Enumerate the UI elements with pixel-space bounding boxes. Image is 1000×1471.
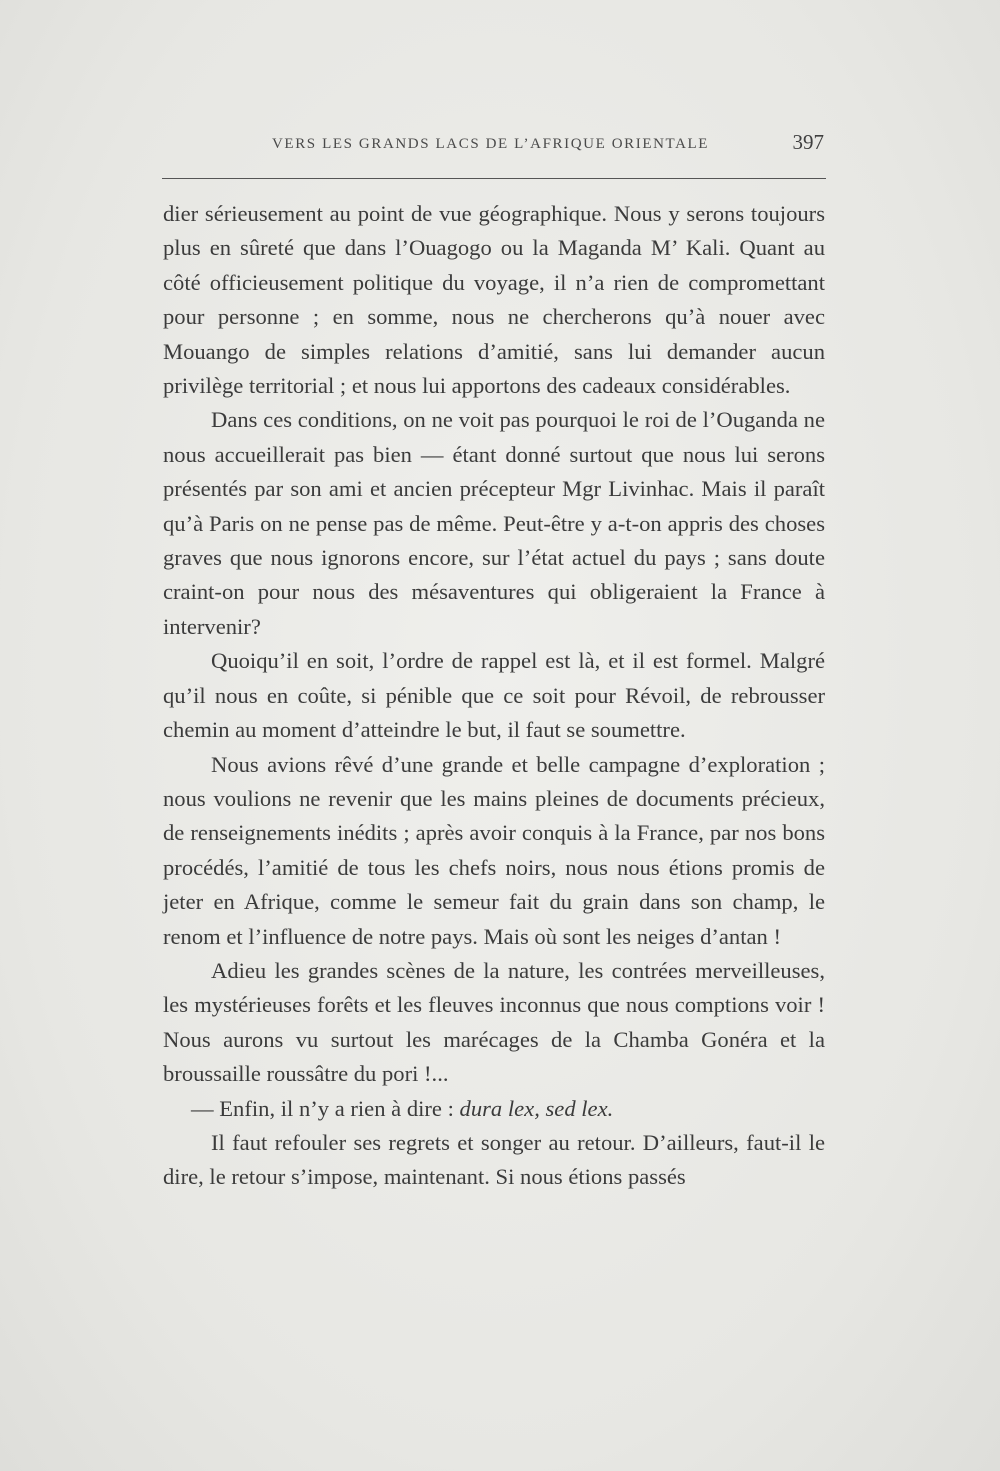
paragraph-2: Dans ces conditions, on ne voit pas pourquoi le roi de l’Ouganda ne nous accueillerait pas bien — étant donné surtout que nous lui serons présentés par son ami et ancien précepteur Mgr Livinhac. Mais il paraît qu’à Paris on ne pense pas de même. Peut-être y a-t-on appris des choses graves que nous ignorons encore, sur l’état actuel du pays ; sans doute craint-on pour nous des mésaventures qui obligeraient la France à intervenir? — [163, 407, 825, 639]
latin-maxim: dura lex, sed lex. — [459, 1095, 614, 1121]
page-number: 397 — [792, 130, 824, 154]
header-rule — [162, 178, 826, 179]
paragraph-7: Il faut refouler ses regrets et songer au retour. D’ailleurs, faut-il le dire, le retour s’impose, maintenant. Si nous étions passés — [163, 1129, 825, 1190]
paragraph-3: Quoiqu’il en soit, l’ordre de rappel est là, et il est formel. Malgré qu’il nous en coûte, si pénible que ce soit pour Révoil, de rebrousser chemin au moment d’atteindre le but, il faut se soumettre. — [163, 648, 825, 743]
paragraph-6-dialog — [163, 1092, 825, 1126]
body-text — [163, 197, 825, 1195]
running-title: VERS LES GRANDS LACS DE L’AFRIQUE ORIENTALE — [272, 136, 710, 152]
paragraph-4: Nous avions rêvé d’une grande et belle campagne d’exploration ; nous voulions ne revenir que les mains pleines de documents précieux, de renseignements inédits ; après avoir conquis à la France, par nos bons procédés, l’amitié de tous les chefs noirs, nous nous étions promis de jeter en Afrique, comme le semeur fait du grain dans son champ, le renom et l’influence de notre pays. Mais où sont les neiges d’antan ! — [163, 751, 825, 949]
paragraph-1: dier sérieusement au point de vue géographique. Nous y serons toujours plus en sûreté que dans l’Ouagogo ou la Maganda M’ Kali. Quant au côté officieusement politique du voyage, il n’a rien de compromettant pour personne ; en somme, nous ne chercherons qu’à nouer avec Mouango de simples relations d’amitié, sans lui demander aucun privilège territorial ; et nous lui apportons des cadeaux considérables. — [163, 201, 825, 399]
running-head — [162, 128, 828, 162]
dialog-text: — Enfin, il n’y a rien à dire : — [191, 1095, 460, 1121]
paragraph-5: Adieu les grandes scènes de la nature, les contrées merveilleuses, les mystérieuses forêts et les fleuves inconnus que nous comptions voir ! Nous aurons vu surtout les marécages de la Chamba Gonéra et la broussaille roussâtre du pori !... — [163, 957, 825, 1087]
